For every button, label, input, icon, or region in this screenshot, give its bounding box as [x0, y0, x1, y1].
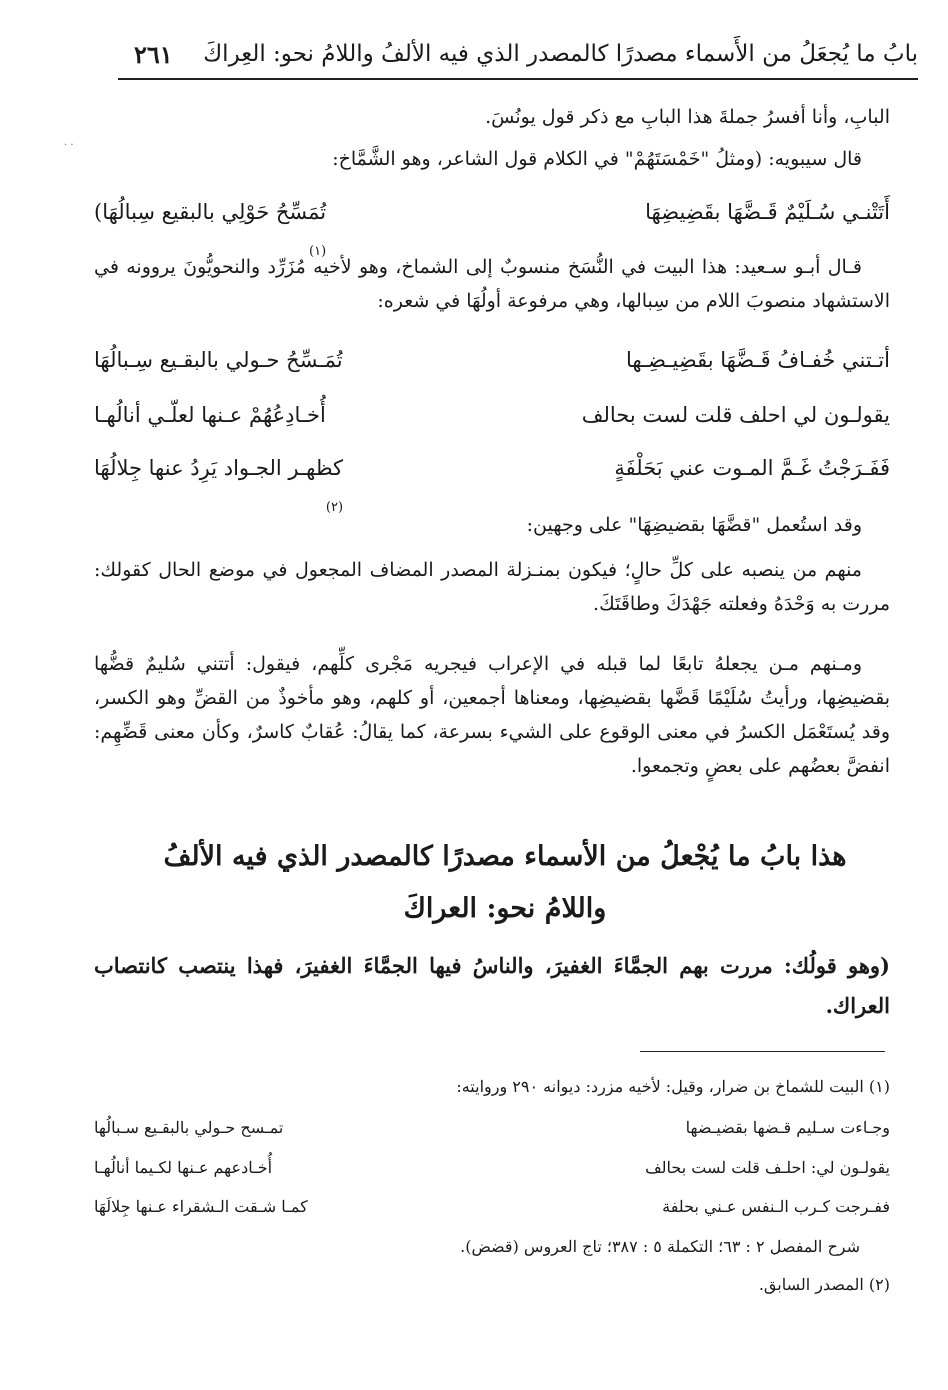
paragraph-abusaid: قـال أبـو سـعيد: هذا البيت في النُّسَخ منسوبٌ إلى الشماخ، وهو لأخيه مُزَرِّد والنحويُّونَ يروونه في الاستشهاد منصوبَ اللام من سِبالها، وهي مرفوعة أولُهَا في شعره: — [94, 256, 890, 312]
footnote-2: (٢) المصدر السابق. — [758, 1275, 890, 1294]
footnote-verse-row — [94, 1153, 890, 1183]
section-heading-line-1: هذا بابُ ما يُجْعلُ من الأسماء مصدرًا كالمصدر الذي فيه الألفُ — [163, 841, 847, 872]
intro-block — [94, 100, 890, 176]
paragraph-sibawayh: قال سيبويه: (ومثلُ "خَمْسَتَهُمْ" في الكلام قول الشاعر، وهو الشَّمَّاخ: — [332, 148, 862, 170]
verse-hemistich-second: كمـا شـقت الـشقراء عـنها جِلالَهَا — [94, 1197, 308, 1216]
paragraph-nasb: منهم من ينصبه على كلِّ حالٍ؛ فيكون بمنـزلة المصدر المضاف المجعول في موضع الحال كقولك: مررت به وَحْدَهُ وفعلته جَهْدَكَ وطاقَتَكَ. — [94, 559, 890, 615]
verse-hemistich-second: أُخـادِعُهُمْ عـنها لعلّـي أنالُهـا — [94, 403, 326, 427]
section-heading-line-2: واللامُ نحو: العراكَ — [403, 893, 607, 924]
running-header — [118, 30, 918, 80]
footnote-1-intro: (١) البيت للشماخ بن ضرار، وقيل: لأخيه مزرد: ديوانه ٢٩٠ وروايته: — [456, 1077, 890, 1096]
section-body: (وهو قولُك: مررت بهم الجمَّاءَ الغفيرَ، والناسُ فيها الجمَّاءَ الغفيرَ، فهذا ينتصب كانتصاب العراك. — [94, 953, 890, 1018]
footnote-verse-row — [94, 1192, 890, 1222]
paragraph-wujuh: وقد استُعمل "قضَّهَا بقضيضِهَا" على وجهين: — [526, 514, 862, 536]
paragraph-tabi: ومـنهم مـن يجعلهُ تابعًا لما قبله في الإعراب فيجريه مَجْرى كلِّهم، فيقول: أتتني سُليمٌ قضُّها بقضيضِها، ورأيتُ سُلَيْمًا قَضَّها بقضيضِها، ومعناها أجمعين، أو كلهم، وهو مأخوذٌ من القضِّ وهو الكسر، وقد يُستَعْمَل الكسرُ في معنى الوقوع على الشيء بسرعة، كما يقالُ: عُقابٌ كاسرٌ، وكأن معنى قَضِّهِم: انفضَّ بعضُهم على بعضٍ وتجمعوا. — [94, 653, 890, 777]
footnote-divider — [640, 1051, 885, 1052]
verse-hemistich-first: ففـرجت كـرب الـنفس عـني بحلفة — [662, 1197, 890, 1216]
verse-hemistich-first: يقولـون لي احلف قلت لست بحالف — [581, 403, 890, 427]
verse-hemistich-first: وجـاءت سـليم قـضها بقضيـضها — [685, 1118, 890, 1137]
verse-hemistich-second: تُمَسِّحُ حَوْلِي بالبقيع سِبالُهَا) — [94, 200, 327, 224]
verse-hemistich-first: فَفَـرَجْتُ غَـمَّ المـوت عني بَحَلْفَةٍ — [614, 456, 890, 480]
paragraph-bab: البابِ، وأنا أفسرُ جملةَ هذا البابِ مع ذكر قول يونُسَ. — [485, 106, 890, 128]
verse-hemistich-second: كظهـر الجـواد يَرِدُ عنها جِلالُهَا — [94, 456, 344, 480]
header-title: بابُ ما يُجعَلُ من الأَسماء مصدرًا كالمصدر الذي فيه الألفُ واللامُ نحو: العِراكَ — [203, 41, 918, 67]
margin-specks: · · — [64, 140, 74, 151]
footnote-1-references: شرح المفصل ٢ : ٦٣؛ التكملة ٥ : ٣٨٧؛ تاج العروس (قضض). — [460, 1237, 860, 1256]
verse-row-1 — [94, 340, 890, 380]
verse-row-2 — [94, 395, 890, 435]
verse-hemistich-first: أتـتني خُفـافُ قَـضَّهَا بقَضِيـضِـها — [625, 348, 890, 372]
verse-hemistich-second: أُخـادعهم عـنها لكـيما أنالُهـا — [94, 1158, 273, 1177]
verse-hemistich-second: تُمَـسِّحُ حـولي بالبقـيع سِـبالُهَا — [94, 348, 343, 372]
verse-hemistich-first: يقولـون لي: احلـف قلت لست بحالف — [645, 1158, 890, 1177]
page-number: ٢٦١ — [134, 39, 173, 69]
verse-hemistich-first: أَتَتْنـي سُـلَيْمٌ قَـضَّهَا بقَضِيضِهَا — [645, 200, 890, 224]
verse-hemistich-second: تمـسح حـولي بالبقـيع سـبالُها — [94, 1118, 284, 1137]
footnote-ref-1: (١) — [309, 244, 327, 259]
footnote-ref-2: (٢) — [325, 500, 344, 515]
footnote-verse-row — [94, 1113, 890, 1143]
